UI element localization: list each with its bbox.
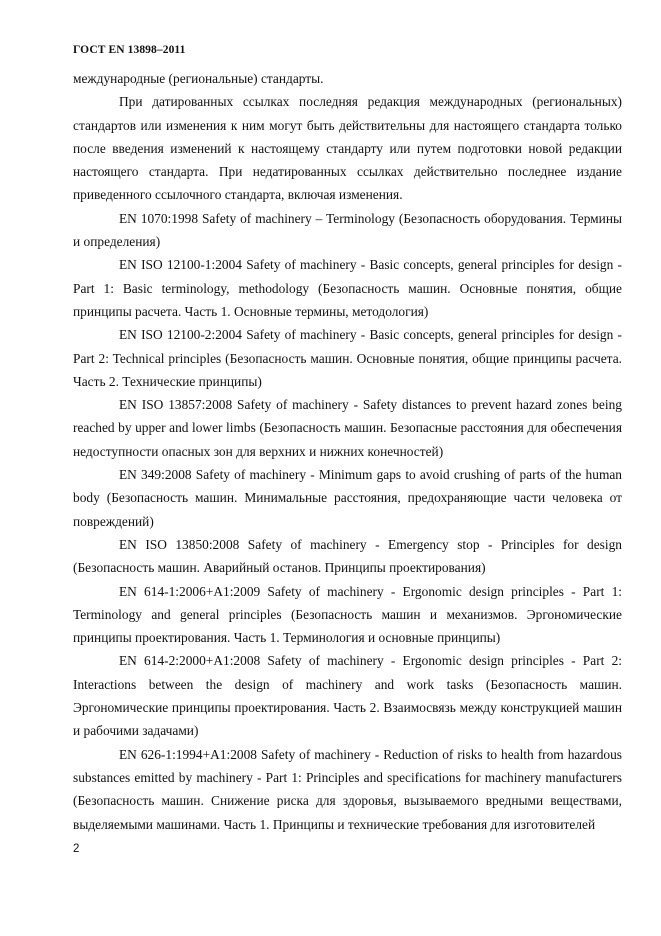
- reference-en-349: EN 349:2008 Safety of machinery - Minimum gaps to avoid crushing of parts of the human body (Безопасность машин. Минимальные расстояния, предохраняющие части человека от повреждений): [73, 467, 622, 529]
- document-body: [73, 67, 622, 836]
- reference-en-iso-12100-1: EN ISO 12100-1:2004 Safety of machinery - Basic concepts, general principles for design - Part 1: Basic terminology, methodology (Безопасность машин. Основные понятия, общие принципы расчета. Часть 1. Основные термины, методология): [73, 257, 622, 319]
- document-header: ГОСТ EN 13898–2011: [73, 44, 186, 56]
- reference-en-1070: EN 1070:1998 Safety of machinery – Terminology (Безопасность оборудования. Термины и определения): [73, 210, 622, 250]
- reference-en-626-1: EN 626-1:1994+A1:2008 Safety of machinery - Reduction of risks to health from hazardous substances emitted by machinery - Part 1: Principles and specifications for machinery manufacturers (Безопасность машин. Снижение риска для здоровья, вызываемого вредными веществами, выделяемыми машинами. Часть 1. Принципы и технические требования для изготовителей: [73, 746, 622, 832]
- reference-en-614-1: EN 614-1:2006+A1:2009 Safety of machinery - Ergonomic design principles - Part 1: Terminology and general principles (Безопасность машин и механизмов. Эргономические принципы проектирования. Часть 1. Терминология и основные принципы): [73, 583, 622, 646]
- reference-en-iso-13850: EN ISO 13850:2008 Safety of machinery - Emergency stop - Principles for design (Безопасность машин. Аварийный останов. Принципы проектирования): [73, 536, 622, 576]
- page-number: 2: [73, 843, 80, 855]
- reference-en-iso-12100-2: EN ISO 12100-2:2004 Safety of machinery - Basic concepts, general principles for design - Part 2: Technical principles (Безопасность машин. Основные понятия, общие принципы расчета. Часть 2. Технические принципы): [73, 327, 622, 389]
- paragraph-dated-references: При датированных ссылках последняя редакция международных (региональных) стандартов или изменения к ним могут быть действительны для настоящего стандарта только после введения изменений к настоящему стандарту или путем подготовки новой редакции настоящего стандарта. При недатированных ссылках действительно последнее издание приведенного ссылочного стандарта, включая изменения.: [73, 94, 622, 203]
- reference-en-iso-13857: EN ISO 13857:2008 Safety of machinery - Safety distances to prevent hazard zones being reached by upper and lower limbs (Безопасность машин. Безопасные расстояния для обеспечения недоступности опасных зон для верхних и нижних конечностей): [73, 397, 622, 459]
- paragraph-continuation: международные (региональные) стандарты.: [73, 71, 324, 86]
- reference-en-614-2: EN 614-2:2000+A1:2008 Safety of machinery - Ergonomic design principles - Part 2: Interactions between the design of machinery and work tasks (Безопасность машин. Эргономические принципы проектирования. Часть 2. Взаимосвязь между конструкцией машин и рабочими задачами): [73, 653, 622, 739]
